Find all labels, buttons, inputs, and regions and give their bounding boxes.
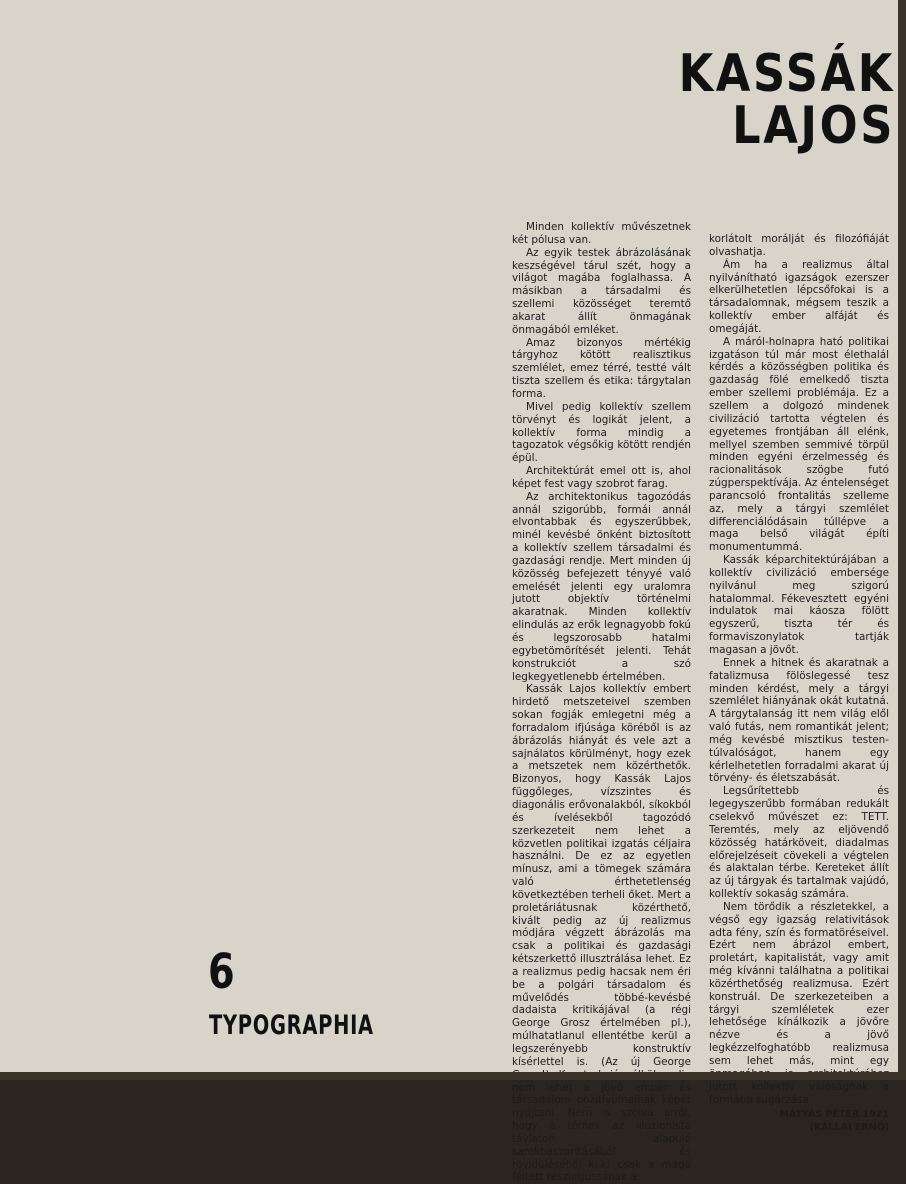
page-title: KASSÁK LAJOS [568, 48, 895, 152]
issue-number: 6 [208, 948, 235, 996]
text-column-left [512, 221, 691, 1184]
paragraph: Kassák képarchitektúrájában a kollektív civilizáció embersége nyilvánul meg szigorú hatalommal. Fékevesztett egyéni indulatok mai káosza fölött egyszerű, tiszta tér és formaviszonylatok tartják magasan a jövőt. [709, 554, 889, 657]
paragraph: Kassák Lajos kollektív embert hirdető metszeteivel szemben sokan fogják emlegetni még a forradalom ifjúsága köréből is az ábrázolás hiányát és vele azt a sajnálatos körülményt, hogy ezek a metszetek nem közérthetők. Bizonyos, hogy Kassák Lajos függőleges, vízszintes és diagonális erővonalakból, síkokból és ívelésekből tagozódó szerkezeteit nem lehet a közvetlen politikai izgatás céljaira használni. De ez az egyetlen mínusz, ami a tömegek számára való érthetetlenség következtében terheli őket. Mert a proletáriátusnak közérthető, kivált pedig az új realizmus módjára végzett ábrázolás ma csak a politikai és gazdasági kétszerkettő illusztrálása lehet. Ez a realizmus pedig hacsak nem éri be a polgári társadalom és művelődés többé-kevésbé dadaista kritikájával (a régi George Grosz értelmében pl.), múlhatatlanul ellentétbe kerül a legszerényebb konstruktív kísérlettel is. (Az új George Grosz!). Konstrukció nélkül pedig nem lehet a jövő ember és társadalom pozitívumainak képét nyújtani. Nem is szólva arról, hogy a térnek az illúzionista távlaton alapuló sarokbaszorításából és rövidüléséből ki-ki csak a maga [512, 683, 691, 1184]
paragraph: korlátolt morálját és filozófiáját olvashatja. [709, 233, 889, 259]
paragraph: Nem törődik a részletekkel, a végső egy igazság relativitások adta fény, szín és formatöréseivel. Ezért nem ábrázol embert, proletárt, kapitalistát, vagy amit még kívánni találhatna a politikai közérthetőség realizmusa. Ezért konstruál. De szerkezeteiben a tárgyi szemléletek ezer lehetősége kínálkozik a jövőre nézve és a jövő legkézzelfoghatóbb realizmusa sem lehet más, mint egy önmagában is architektúrához jutott kollektív valóságnak a formába sugárzása. [709, 901, 889, 1107]
author-alias: (KÁLLAI ERNŐ) [709, 1122, 889, 1135]
paragraph: Amaz bizonyos mértékig tárgyhoz kötött realisztikus szemlélet, emez térré, testté vált tiszta szellem és etika: tárgytalan forma. [512, 337, 691, 401]
paragraph: Legsűrítettebb és legegyszerűbb formában redukált cselekvő művészet ez: TETT. Teremtés, mely az eljövendő közösség határköveit, diadalmas előrejelzéseit cövekeli a végtelen és alaktalan térbe. Kereteket állít az új tárgyak és tartalmak vajúdó, kollektív sokaság számára. [709, 785, 889, 901]
page-bottom-shadow [0, 1072, 906, 1080]
paragraph: Minden kollektív művészetnek két pólusa van. [512, 221, 691, 247]
text-column-right [709, 233, 889, 1134]
paragraph: Architektúrát emel ott is, ahol képet fest vagy szobrot farag. [512, 465, 691, 491]
paragraph: Ám ha a realizmus által nyilvánítható igazságok ezerszer elkerülhetetlen lépcsőfokai is a társadalomnak, mégsem teszik a kollektív ember alfáját és omegáját. [709, 259, 889, 336]
page-edge-shadow [898, 0, 906, 1080]
paragraph: Az architektonikus tagozódás annál szigorúbb, formái annál elvontabbak és egyszerűbbek, minél kevésbé önként biztosított a kollektív szellem társadalmi és gazdasági rendje. Mert minden új közösség befejezett tényyé való emelését jelenti egy uralomra jutott objektív történelmi akaratnak. Minden kollektív elindulás az erők legnagyobb fokú és legszorosabb hatalmi egybetömörítését jelenti. Tehát konstrukciót a szó legkegyetlenebb értelmében. [512, 491, 691, 684]
journal-name: TYPOGRAPHIA [209, 1012, 374, 1039]
paragraph: Az egyik testek ábrázolásának keszségével tárul szét, hogy a világot magába foglalhassa. A másikban a társadalmi és szellemi közösséget teremtő akarat állít önmagának önmagából emléket. [512, 247, 691, 337]
paragraph: Mivel pedig kollektív szellem törvényt és logikát jelent, a kollektív forma mindig a tagozatok végsőkig kötött rendjén épül. [512, 401, 691, 465]
paragraph: A máról-holnapra ható politikai izgatáson túl már most élethalál kérdés a közösségben politika és gazdaság fölé emelkedő tiszta ember szellemi problémája. Ez a szellem a dolgozó mindenek civilizáció tartotta végtelen és egyetemes frontjában áll elénk, mellyel szemben semmivé törpül minden egyéni érzelmesség és racionalitások szögbe futó zúgperspektívája. Az éntelenséget parancsoló frontalitás szelleme az, mely a tárgyi szemlélet differenciálódásain túllépve a maga belső világát építi monumentummá. [709, 336, 889, 554]
paragraph: Ennek a hitnek és akaratnak a fatalizmusa fölöslegessé tesz minden kérdést, mely a tárgyi szemlélet hiányának okát kutatná. A tárgytalanság itt nem világ elől való futás, nem romantikát jelent; még kevésbé misztikus testen-túlvalóságot, hanem egy kérlelhetetlen forradalmi akarat új törvény- és életszabását. [709, 657, 889, 785]
author-signature: MÁTYÁS PÉTER 1921 [709, 1109, 889, 1122]
